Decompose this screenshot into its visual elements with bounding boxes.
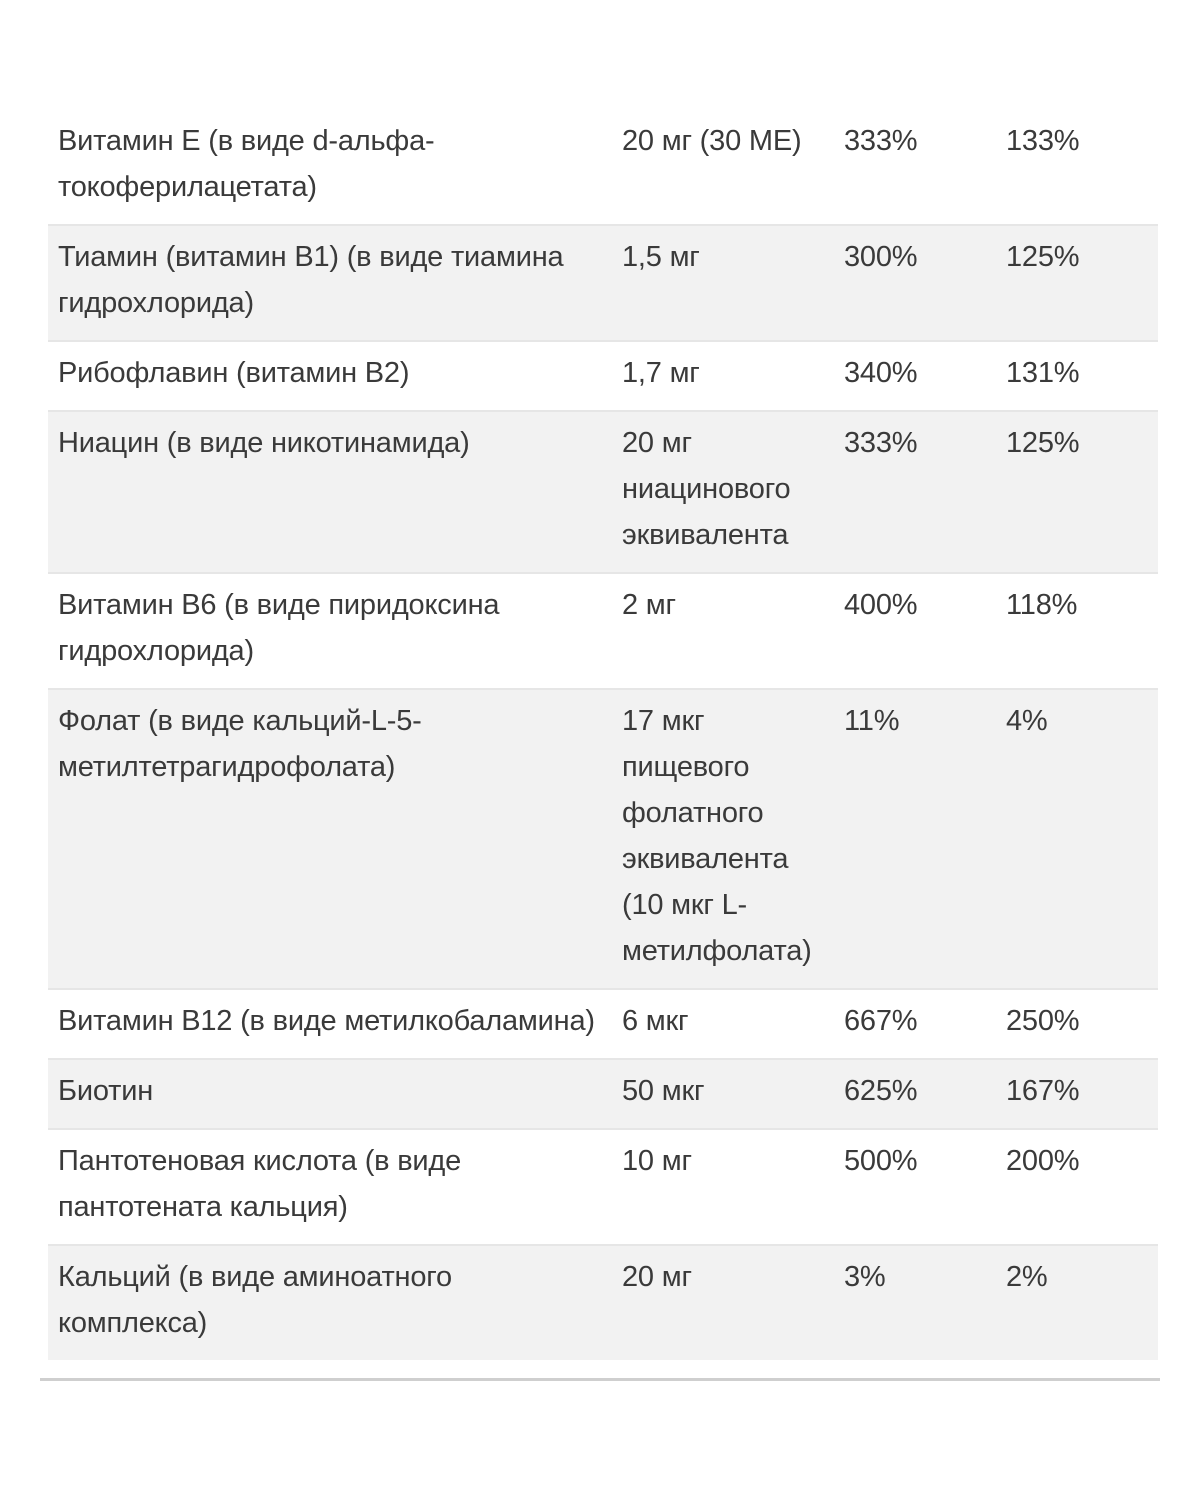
daily-value-2: 4% xyxy=(996,689,1158,989)
nutrient-amount: 10 мг xyxy=(612,1129,834,1245)
table-bottom-divider xyxy=(40,1378,1160,1381)
nutrient-amount: 1,7 мг xyxy=(612,341,834,411)
daily-value-2: 133% xyxy=(996,110,1158,225)
nutrient-amount: 50 мкг xyxy=(612,1059,834,1129)
daily-value-2: 250% xyxy=(996,989,1158,1059)
nutrient-name: Биотин xyxy=(48,1059,612,1129)
table-row xyxy=(48,110,1158,225)
nutrient-name: Кальций (в виде аминоатного комплекса) xyxy=(48,1245,612,1360)
table-row xyxy=(48,573,1158,689)
table-row xyxy=(48,989,1158,1059)
nutrient-name: Фолат (в виде кальций-L-5-метилтетрагидрофолата) xyxy=(48,689,612,989)
daily-value-1: 333% xyxy=(834,411,996,573)
table-row xyxy=(48,1129,1158,1245)
nutrient-amount: 17 мкг пищевого фолатного эквивалента (10 мкг L-метилфолата) xyxy=(612,689,834,989)
daily-value-2: 125% xyxy=(996,411,1158,573)
table-row xyxy=(48,411,1158,573)
nutrient-name: Витамин E (в виде d-альфа-токоферилацетата) xyxy=(48,110,612,225)
nutrient-amount: 20 мг (30 МЕ) xyxy=(612,110,834,225)
daily-value-1: 625% xyxy=(834,1059,996,1129)
table-row xyxy=(48,225,1158,341)
nutrient-name: Витамин B12 (в виде метилкобаламина) xyxy=(48,989,612,1059)
daily-value-1: 11% xyxy=(834,689,996,989)
table-row xyxy=(48,341,1158,411)
daily-value-2: 2% xyxy=(996,1245,1158,1360)
nutrient-name: Витамин B6 (в виде пиридоксина гидрохлорида) xyxy=(48,573,612,689)
daily-value-2: 125% xyxy=(996,225,1158,341)
nutrient-name: Пантотеновая кислота (в виде пантотената кальция) xyxy=(48,1129,612,1245)
daily-value-2: 200% xyxy=(996,1129,1158,1245)
table-row xyxy=(48,689,1158,989)
nutrient-name: Тиамин (витамин B1) (в виде тиамина гидрохлорида) xyxy=(48,225,612,341)
nutrient-amount: 2 мг xyxy=(612,573,834,689)
daily-value-1: 333% xyxy=(834,110,996,225)
daily-value-1: 3% xyxy=(834,1245,996,1360)
table-row xyxy=(48,1245,1158,1360)
nutrition-table xyxy=(48,110,1158,1360)
daily-value-1: 400% xyxy=(834,573,996,689)
supplement-facts-table xyxy=(48,110,1158,1360)
table-row xyxy=(48,1059,1158,1129)
nutrient-name: Рибофлавин (витамин B2) xyxy=(48,341,612,411)
nutrient-amount: 6 мкг xyxy=(612,989,834,1059)
daily-value-1: 340% xyxy=(834,341,996,411)
daily-value-2: 118% xyxy=(996,573,1158,689)
daily-value-1: 500% xyxy=(834,1129,996,1245)
nutrient-amount: 1,5 мг xyxy=(612,225,834,341)
daily-value-1: 667% xyxy=(834,989,996,1059)
daily-value-2: 167% xyxy=(996,1059,1158,1129)
nutrient-amount: 20 мг ниацинового эквивалента xyxy=(612,411,834,573)
nutrient-name: Ниацин (в виде никотинамида) xyxy=(48,411,612,573)
daily-value-2: 131% xyxy=(996,341,1158,411)
daily-value-1: 300% xyxy=(834,225,996,341)
nutrient-amount: 20 мг xyxy=(612,1245,834,1360)
